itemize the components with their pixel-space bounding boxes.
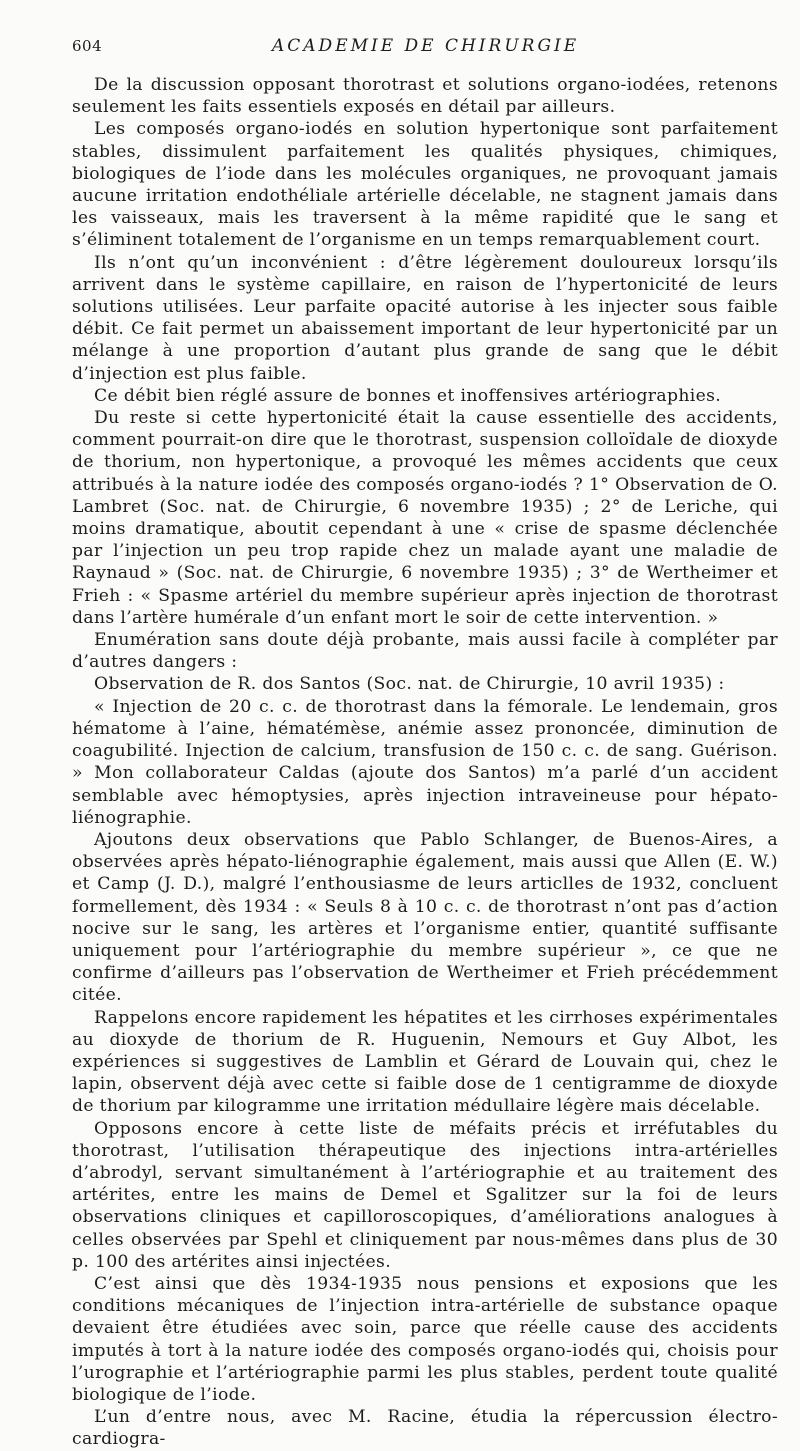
journal-title: ACADEMIE DE CHIRURGIE (272, 36, 580, 56)
paragraph: Du reste si cette hypertonicité était la cause essentielle des accidents, comment pourrait-on dire que le thorotrast, suspension colloïdale de dioxyde de thorium, non hypertonique, a provoqué les mêmes accidents que ceux attribués à la nature iodée des composés organo-iodés ? 1° Observation de O. Lambret (Soc. nat. de Chirurgie, 6 novembre 1935) ; 2° de Leriche, qui moins dramatique, aboutit cependant à une « crise de spasme déclenchée par l’injection un peu trop rapide chez un malade ayant une maladie de Raynaud » (Soc. nat. de Chirurgie, 6 novembre 1935) ; 3° de Wertheimer et Frieh : « Spasme artériel du membre supérieur après injection de thorotrast dans l’artère humérale d’un enfant mort le soir de cette intervention. » (72, 408, 778, 628)
page-number: 604 (72, 37, 103, 55)
paragraph: Observation de R. dos Santos (Soc. nat. de Chirurgie, 10 avril 1935) : (94, 674, 725, 695)
paragraph: L’un d’entre nous, avec M. Racine, étudia la répercussion électro-cardiogra- (72, 1407, 778, 1450)
paragraph: Enumération sans doute déjà probante, mais aussi facile à compléter par d’autres dangers : (72, 630, 778, 673)
paragraph: Les composés organo-iodés en solution hypertonique sont parfaitement stables, dissimulent parfaitement les qualités physiques, chimiques, biologiques de l’iode dans les molécules organiques, ne provoquant jamais aucune irritation endothéliale artérielle décelable, ne stagnent jamais dans les vaisseaux, mais les traversent à la même rapidité que le sang et s’éliminent totalement de l’organisme en un temps remarquablement court. (72, 119, 778, 251)
quotation-paragraph: « Injection de 20 c. c. de thorotrast dans la fémorale. Le lendemain, gros hématome à l’aine, hématémèse, anémie assez prononcée, diminution de coagubilité. Injection de calcium, transfusion de 150 c. c. de sang. Guérison. » Mon collaborateur Caldas (ajoute dos Santos) m’a parlé d’un accident semblable avec hémoptysies, après injection intraveineuse pour hépato-liénographie. (72, 696, 778, 828)
paragraph: Ce débit bien réglé assure de bonnes et inoffensives artériographies. (94, 385, 722, 406)
paragraph: C’est ainsi que dès 1934-1935 nous pensions et exposions que les conditions mécaniques de l’injection intra-artérielle de substance opaque devaient être étudiées avec soin, parce que réelle cause des accidents imputés à tort à la nature iodée des composés organo-iodés qui, choisis pour l’urographie et l’artériographie parmi les plus stables, perdent toute qualité biologique de l’iode. (72, 1273, 778, 1405)
paragraph: De la discussion opposant thorotrast et solutions organo-iodées, retenons seulement les faits essentiels exposés en détail par ailleurs. (72, 75, 778, 118)
paragraph: Ils n’ont qu’un inconvénient : d’être légèrement douloureux lorsqu’ils arrivent dans le système capillaire, en raison de l’hypertonicité de leurs solutions utilisées. Leur parfaite opacité autorise à les injecter sous faible débit. Ce fait permet un abaissement important de leur hypertonicité par un mélange à une proportion d’autant plus grande de sang que le débit d’injection est plus faible. (72, 252, 778, 384)
paragraph: Rappelons encore rapidement les hépatites et les cirrhoses expérimentales au dioxyde de thorium de R. Huguenin, Nemours et Guy Albot, les expériences si suggestives de Lamblin et Gérard de Louvain qui, chez le lapin, observent déjà avec cette si faible dose de 1 centigramme de dioxyde de thorium par kilogramme une irritation médullaire légère mais décelable. (72, 1007, 778, 1117)
running-header (72, 36, 778, 66)
paragraph: Ajoutons deux observations que Pablo Schlanger, de Buenos-Aires, a observées après hépato-liénographie également, mais aussi que Allen (E. W.) et Camp (J. D.), malgré l’enthousiasme de leurs articlles de 1932, concluent formellement, dès 1934 : « Seuls 8 à 10 c. c. de thorotrast n’ont pas d’action nocive sur le sang, les artères et l’organisme entier, quantité suffisante uniquement pour l’artériographie du membre supérieur », ce que ne confirme d’ailleurs pas l’observation de Wertheimer et Frieh précédemment citée. (72, 829, 778, 1006)
paragraph: Opposons encore à cette liste de méfaits précis et irréfutables du thorotrast, l’utilisation thérapeutique des injections intra-artérielles d’abrodyl, servant simultanément à l’artériographie et au traitement des artérites, entre les mains de Demel et Sgalitzer sur la foi de leurs observations cliniques et capilloroscopiques, d’améliorations analogues à celles observées par Spehl et cliniquement par nous-mêmes dans plus de 30 p. 100 des artérites ainsi injectées. (72, 1118, 778, 1272)
body-text (72, 74, 778, 1451)
